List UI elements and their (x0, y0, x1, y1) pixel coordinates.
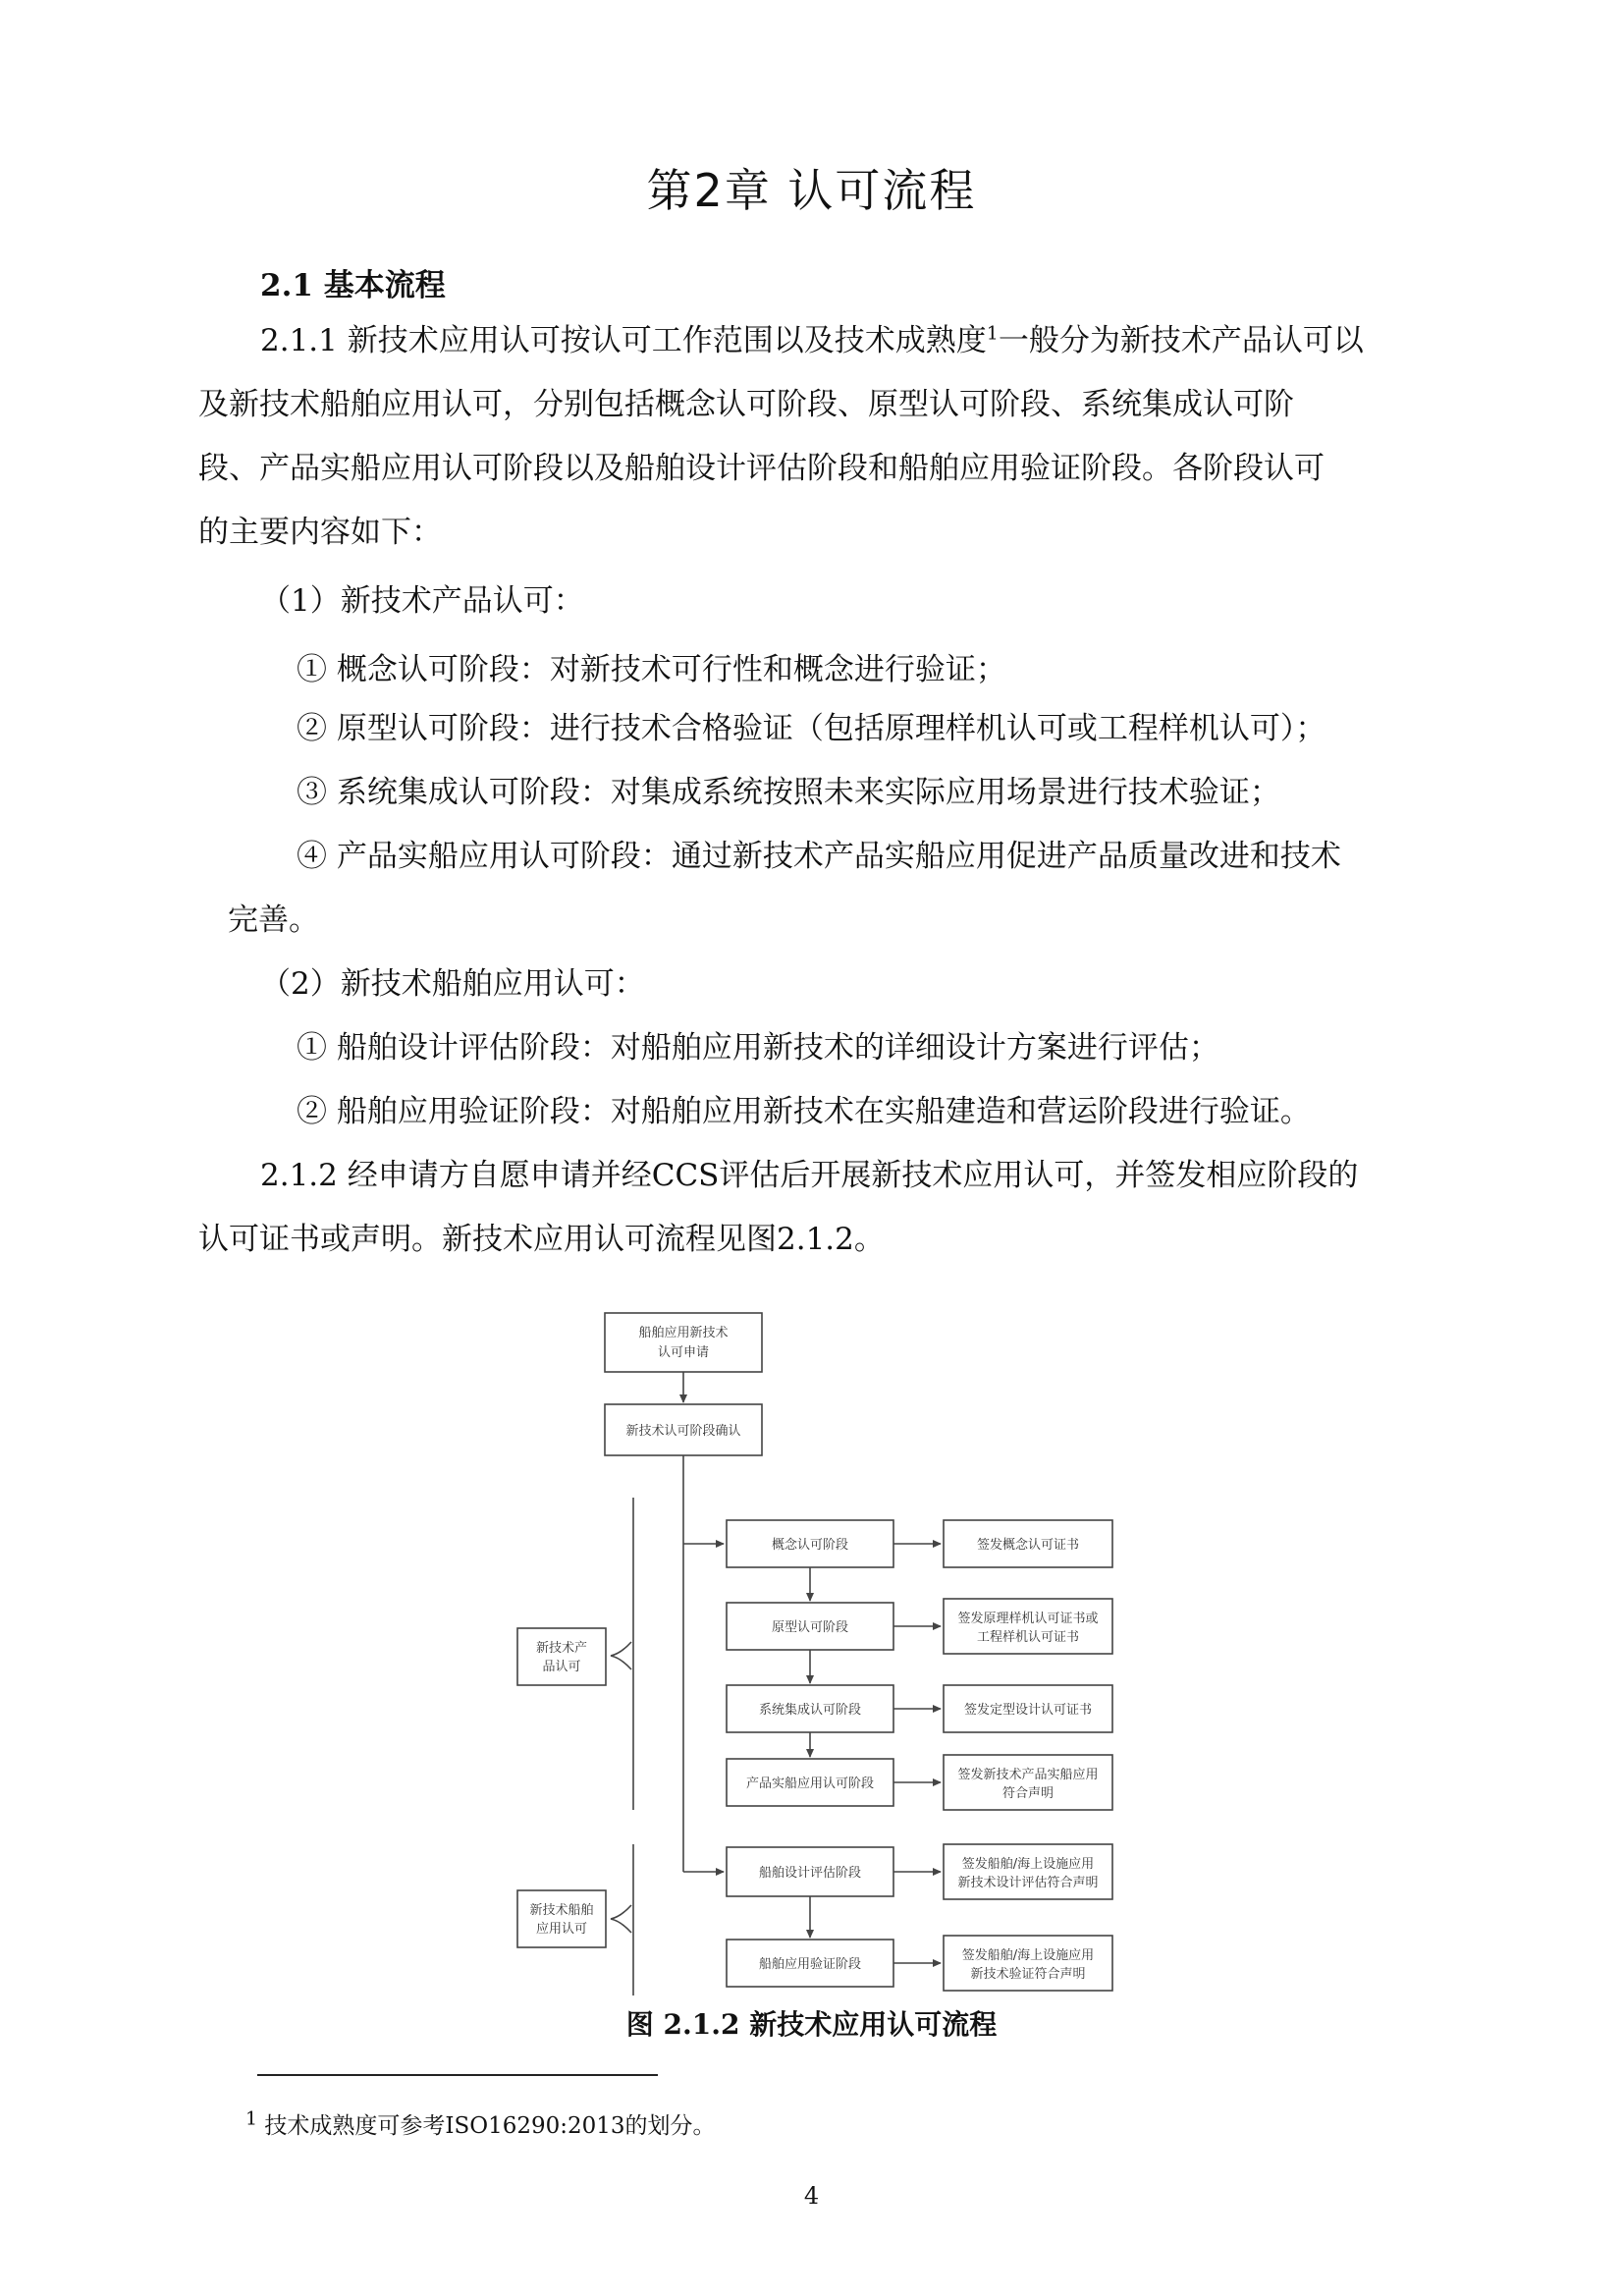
flow-stage-label: 原型认可阶段 (771, 1620, 849, 1635)
flow-result-label: 签发新技术产品实船应用 (957, 1768, 1099, 1782)
list1-header: （1）新技术产品认可： (260, 583, 584, 619)
flow-group-label: 品认可 (542, 1660, 581, 1674)
flow-confirm-label: 新技术认可阶段确认 (625, 1424, 741, 1439)
flow-result-box (944, 1936, 1112, 1991)
flow-top-label-1: 船舶应用新技术 (638, 1326, 729, 1340)
flow-stage-label: 船舶设计评估阶段 (758, 1866, 862, 1881)
flow-stage-label: 产品实船应用认可阶段 (745, 1777, 875, 1791)
page-number: 4 (803, 2182, 820, 2210)
footnote-divider (257, 2074, 658, 2076)
flow-result-label: 签发概念认可证书 (976, 1538, 1080, 1553)
flow-result-label: 新技术设计评估符合声明 (957, 1876, 1099, 1890)
flow-result-box (944, 1599, 1112, 1654)
para-2-1-1-line4: 的主要内容如下： (198, 515, 442, 550)
list1-item-3: ③ 系统集成认可阶段：对集成系统按照未来实际应用场景进行技术验证； (297, 775, 1280, 810)
footnote-mark: 1 (245, 2107, 258, 2130)
flow-stage-label: 船舶应用验证阶段 (758, 1957, 862, 1972)
flow-top-box (605, 1313, 762, 1372)
chapter-title: 第2章 认可流程 (646, 164, 977, 217)
flow-group-label: 新技术产 (535, 1641, 588, 1656)
para-text: 一般分为新技术产品认可以 (998, 323, 1364, 358)
footnote (245, 2107, 716, 2140)
para-2-1-1-line2: 及新技术船舶应用认可，分别包括概念认可阶段、原型认可阶段、系统集成认可阶 (198, 387, 1294, 422)
list1-item-1: ① 概念认可阶段：对新技术可行性和概念进行验证； (297, 652, 1006, 687)
figure-caption: 图 2.1.2 新技术应用认可流程 (625, 2008, 998, 2041)
flow-bracket-brace (611, 1642, 631, 1669)
flow-result-label: 新技术验证符合声明 (970, 1967, 1086, 1982)
section-title: 2.1 基本流程 (260, 268, 446, 303)
flow-result-label: 签发船舶/海上设施应用 (961, 1948, 1095, 1963)
flow-group-label: 应用认可 (535, 1922, 588, 1937)
list1-item-4: ④ 产品实船应用认可阶段：通过新技术产品实船应用促进产品质量改进和技术 (297, 839, 1341, 874)
flow-group-box-ship (517, 1890, 606, 1947)
para-2-1-2-line2: 认可证书或声明。新技术应用认可流程见图2.1.2。 (198, 1222, 885, 1257)
flow-result-label: 符合声明 (1001, 1786, 1055, 1801)
list1-item-2: ② 原型认可阶段：进行技术合格验证（包括原理样机认可或工程样机认可）； (297, 711, 1326, 746)
footnote-ref: 1 (986, 322, 999, 345)
flow-bracket-brace (611, 1905, 631, 1933)
flow-result-label: 签发原理样机认可证书或 (957, 1612, 1099, 1626)
para-text: 2.1.1 新技术应用认可按认可工作范围以及技术成熟度 (260, 323, 987, 358)
flow-result-label: 签发船舶/海上设施应用 (961, 1857, 1095, 1872)
para-2-1-2-line1: 2.1.2 经申请方自愿申请并经CCS评估后开展新技术应用认可，并签发相应阶段的 (260, 1158, 1359, 1193)
flow-group-label: 新技术船舶 (529, 1903, 594, 1918)
flow-stage-label: 系统集成认可阶段 (758, 1703, 862, 1718)
list2-header: （2）新技术船舶应用认可： (260, 966, 645, 1002)
flow-top-label-2: 认可申请 (657, 1345, 710, 1360)
para-2-1-1-line3: 段、产品实船应用认可阶段以及船舶设计评估阶段和船舶应用验证阶段。各阶段认可 (198, 451, 1325, 486)
flow-result-box (944, 1844, 1112, 1899)
list2-item-2: ② 船舶应用验证阶段：对船舶应用新技术在实船建造和营运阶段进行验证。 (297, 1094, 1311, 1129)
flow-result-label: 签发定型设计认可证书 (963, 1703, 1093, 1718)
flow-result-label: 工程样机认可证书 (976, 1630, 1080, 1645)
flow-stage-label: 概念认可阶段 (771, 1538, 849, 1553)
list1-item-4-cont: 完善。 (228, 902, 319, 938)
footnote-text: 技术成熟度可参考ISO16290:2013的划分。 (257, 2113, 716, 2139)
flow-results (944, 1520, 1112, 1991)
flow-result-box (944, 1755, 1112, 1810)
list2-item-1: ① 船舶设计评估阶段：对船舶应用新技术的详细设计方案进行评估； (297, 1030, 1219, 1066)
flow-group-box-product (517, 1628, 606, 1685)
